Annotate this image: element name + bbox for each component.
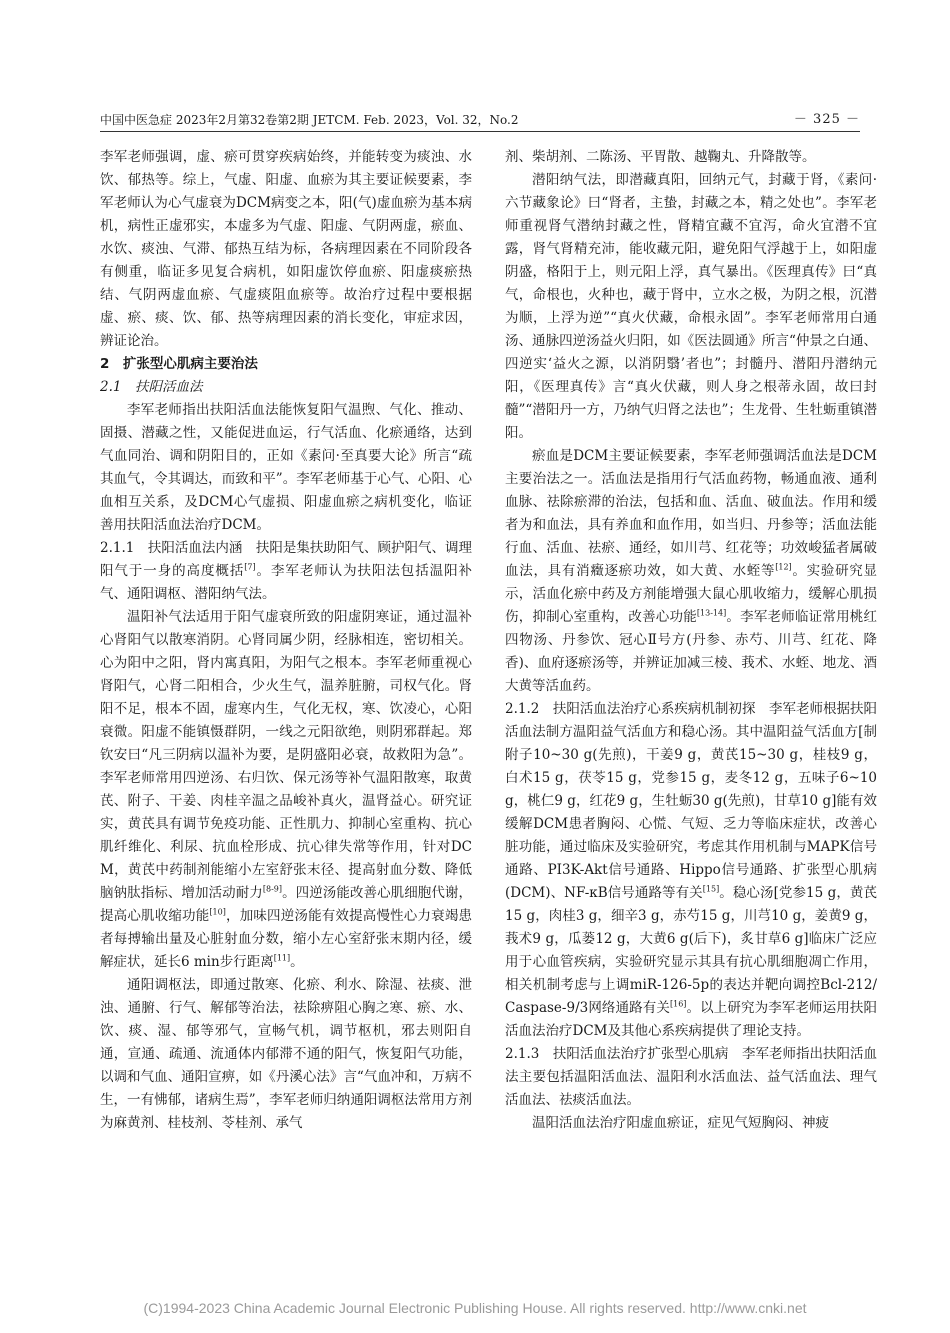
paragraph: 李军老师强调，虚、瘀可贯穿疾病始终，并能转变为痰浊、水饮、郁热等。综上，气虚、阳虚、血瘀为其主要证候要素，李军老师认为心气虚衰为DCM病变之本，阳(气)虚血瘀为基本病机，病性正虚邪实，本虚多为气虚、阳虚、气阴两虚，瘀血、水饮、痰浊、气滞、郁热互结为标，各病理因素在不同阶段各有侧重，临证多见复合病机，如阳虚饮停血瘀、阳虚痰瘀热结、气阴两虚血瘀、气虚痰阻血瘀等。故治疗过程中要根据虚、瘀、痰、饮、郁、热等病理因素的消长变化，审症求因，辨证论治。 (100, 149, 472, 349)
paragraph: 潜阳纳气法，即潜藏真阳，回纳元气，封藏于肾，《素问·六节藏象论》曰“肾者，主蛰，封藏之本，精之处也”。李军老师重视肾气潜纳封藏之性，肾精宜藏不宜泻，命火宜潜不宜露，肾气肾精充沛，能收藏元阳，避免阳气浮越于上，如阳虚阴盛，格阳于上，则元阳上浮，真气暴出。《医理真传》曰“真气，命根也，火种也，藏于肾中，立水之极，为阴之根，沉潜为顺，上浮为逆”“真火伏藏，命根永固”。李军老师常用白通汤、通脉四逆汤益火归阳，如《医法圆通》所言“仲景之白通、四逆实‘益火之源，以消阴翳’者也”；封髓丹、潜阳丹潜纳元阳，《医理真传》言“真火伏藏，则人身之根蒂永固，故曰封髓”“潜阳丹一方，乃纳气归肾之法也”；生龙骨、生牡蛎重镇潜阳。 (505, 172, 877, 441)
paragraph: 温阳活血法治疗阳虚血瘀证，症见气短胸闷、神疲 (532, 1115, 829, 1131)
copyright-footer: (C)1994-2023 China Academic Journal Electronic Publishing House. All rights reserved. http://www.cnki.net (143, 1300, 807, 1316)
paragraph: 温阳补气法适用于阳气虚衰所致的阳虚阴寒证，通过温补心肾阳气以散寒消阴。心肾同属少阴，经脉相连，密切相关。心为阳中之阳，肾内寓真阳，为阳气之根本。李军老师重视心肾阳气，心肾二阳相合，少火生气，温养脏腑，司权气化。肾阳不足，根本不固，虚寒内生，气化无权，寒、饮凌心，心阳衰微。阳虚不能镇慑群阴，一线之元阳欲绝，则阴邪群起。郑钦安曰“凡三阴病以温补为要，是阴盛阳必衰，故救阳为急”。李军老师常用四逆汤、右归饮、保元汤等补气温阳散寒，取黄芪、附子、干姜、肉桂辛温之品峻补真火，温肾益心。研究证实，黄芪具有调节免疫功能、正性肌力、抑制心室重构、抗心肌纤维化、利尿、抗血栓形成、抗心律失常等作用，针对DCM，黄芪中药制剂能缩小左室舒张末径、提高射血分数、降低脑钠肽指标、增加活动耐力[8-9]。四逆汤能改善心肌细胞代谢，提高心肌收缩功能[10]，加味四逆汤能有效提高慢性心力衰竭患者每搏输出量及心脏射血分数，缩小左心室舒张末期内径，缓解症状，延长6 min步行距离[11]。 (100, 609, 473, 970)
journal-header: 中国中医急症 2023年2月第32卷第2期 JETCM. Feb. 2023，Vol. 32，No.2 (100, 113, 519, 127)
paragraph: 2.1.1 扶阳活血法内涵 扶阳是集扶助阳气、顾护阳气、调理阳气于一身的高度概括[7]。李军老师认为扶阳法包括温阳补气、通阳调枢、潜阳纳气法。 (100, 540, 473, 602)
citation: [15] (702, 884, 720, 894)
paragraph: 瘀血是DCM主要证候要素，李军老师强调活血法是DCM主要治法之一。活血法是指用行气活血药物，畅通血液、通利血脉、祛除瘀滞的治法，包括和血、活血、破血法。作用和缓者为和血法，具有养血和血作用，如当归、丹参等；活血法能行血、活血、祛瘀、通经，如川芎、红花等；功效峻猛者属破血法，具有消癥逐瘀功效，如大黄、水蛭等[12]。实验研究显示，活血化瘀中药及方剂能增强大鼠心肌收缩力，缓解心肌损伤，抑制心室重构，改善心功能[13-14]。李军老师临证常用桃红四物汤、丹参饮、冠心Ⅱ号方(丹参、赤芍、川芎、红花、降香)、血府逐瘀汤等，并辨证加减三棱、莪术、水蛭、地龙、酒大黄等活血药。 (505, 448, 878, 694)
section-heading: 2 扩张型心肌病主要治法 (100, 356, 258, 372)
paragraph: 通阳调枢法，即通过散寒、化瘀、利水、除湿、祛痰、泄浊、通腑、行气、解郁等治法，祛除痹阻心胸之寒、瘀、水、饮、痰、湿、郁等邪气，宣畅气机，调节枢机，邪去则阳自通，宣通、疏通、流通体内郁滞不通的阳气，恢复阳气功能，以调和气血、通阳宣痹，如《丹溪心法》言“气血冲和，万病不生，一有怫郁，诸病生焉”，李军老师归纳通阳调枢法常用方剂为麻黄剂、桂枝剂、苓桂剂、承气 (100, 977, 472, 1131)
left-column (100, 146, 472, 1135)
subsection-heading: 2.1 扶阳活血法 (100, 379, 203, 395)
header-rule (100, 131, 860, 132)
paragraph: 2.1.2 扶阳活血法治疗心系疾病机制初探 李军老师根据扶阳活血法制方温阳益气活血方和稳心汤。其中温阳益气活血方[制附子10~30 g(先煎)，干姜9 g，黄芪15~30 g，桂枝9 g，白术15 g，茯苓15 g，党参15 g，麦冬12 g，五味子6~10 g，桃仁9 g，红花9 g，生牡蛎30 g(先煎)，甘草10 g]能有效缓解DCM患者胸闷、心慌、气短、乏力等临床症状，改善心脏功能，通过临床及实验研究，考虑其作用机制与MAPK信号通路、PI3K-Akt信号通路、Hippo信号通路、扩张型心肌病(DCM)、NF-κB信号通路等有关[15]。稳心汤[党参15 g，黄芪15 g，肉桂3 g，细辛3 g，赤芍15 g，川芎10 g，姜黄9 g，莪术9 g，瓜蒌12 g，大黄6 g(后下)，炙甘草6 g]临床广泛应用于心血管疾病，实验研究显示其具有抗心肌细胞凋亡作用，相关机制考虑与上调miR-126-5p的表达并靶向调控Bcl-212/Caspase-9/3网络通路有关[16]。以上研究为李军老师运用扶阳活血法治疗DCM及其他心系疾病提供了理论支持。 (505, 701, 878, 1039)
citation: [16] (670, 999, 687, 1009)
citation: [12] (775, 562, 792, 572)
citation: [7] (244, 562, 256, 572)
citation: [10] (209, 907, 226, 917)
paragraph: 2.1.3 扶阳活血法治疗扩张型心肌病 李军老师指出扶阳活血法主要包括温阳活血法、温阳利水活血法、益气活血法、理气活血法、祛痰活血法。 (505, 1046, 877, 1108)
citation: [11] (273, 953, 291, 963)
citation: [8-9] (262, 884, 282, 894)
citation: [13-14] (696, 608, 727, 618)
paragraph: 剂、柴胡剂、二陈汤、平胃散、越鞠丸、升降散等。 (505, 149, 816, 165)
paragraph: 李军老师指出扶阳活血法能恢复阳气温煦、气化、推动、固摄、潜藏之性，又能促进血运，行气活血、化瘀通络，达到气血同治、调和阴阳目的，正如《素问·至真要大论》所言“疏其血气，令其调达，而致和平”。李军老师基于心气、心阳、心血相互关系，及DCM心气虚损、阳虚血瘀之病机变化，临证善用扶阳活血法治疗DCM。 (100, 402, 472, 533)
page-number: － 325 － (793, 112, 860, 127)
running-header (100, 110, 860, 130)
right-column (505, 146, 877, 1135)
